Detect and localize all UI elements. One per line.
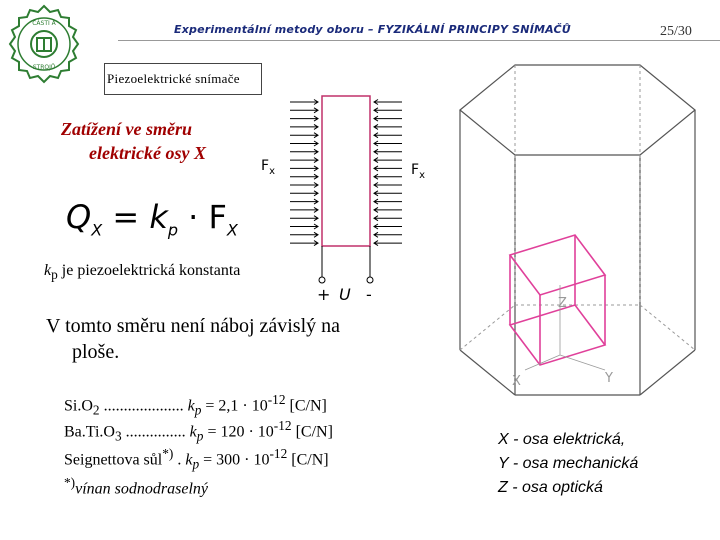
- force-arrow: [374, 199, 402, 204]
- force-arrow: [374, 116, 402, 121]
- material-row: $Ba.Ti.O_3$ ............... $k_p = 120 \cdot 10^{-12}$ [C/N]: [64, 418, 333, 444]
- section-heading: [61, 117, 206, 165]
- force-arrow: [374, 141, 402, 146]
- force-arrow: [374, 207, 402, 212]
- material-row: Seignettova sůl*) . $k_p = 300 \cdot 10^{-12}$ [C/N]: [64, 446, 329, 472]
- force-arrow: [374, 133, 402, 138]
- force-arrow: [290, 199, 318, 204]
- force-arrow: [374, 183, 402, 188]
- force-arrow: [290, 108, 318, 113]
- force-arrow: [290, 133, 318, 138]
- force-arrow: [374, 174, 402, 179]
- heading-line-2: elektrické osy X: [89, 143, 206, 163]
- axis-legend-x: X - osa elektrická,: [498, 431, 626, 448]
- force-arrow: [290, 124, 318, 129]
- force-arrow: [290, 216, 318, 221]
- fx-right-label: F: [411, 162, 420, 178]
- svg-text:Fx: $F_x$: [411, 162, 425, 181]
- force-arrow: [290, 183, 318, 188]
- minus-label: -: [366, 285, 372, 304]
- force-arrow: [290, 207, 318, 212]
- force-arrow: [374, 166, 402, 171]
- force-arrow: [290, 191, 318, 196]
- force-arrow: [374, 241, 402, 246]
- force-arrow: [290, 141, 318, 146]
- force-arrow: [290, 174, 318, 179]
- force-arrow: [374, 108, 402, 113]
- force-arrow: [290, 158, 318, 163]
- svg-text:Fx: $F_x$: [261, 158, 275, 177]
- axis-legend-z: Z - osa optická: [498, 479, 603, 496]
- voltage-label: U: [339, 285, 351, 304]
- crystal-y-label: Y: [605, 371, 613, 386]
- crystal-diagram: [440, 55, 710, 405]
- kp-description: $k_p$ je piezoelektrická konstanta: [44, 262, 241, 283]
- force-arrow: [374, 224, 402, 229]
- crystal-z-label: Z: [558, 296, 567, 311]
- crystal-x-label: X: [512, 374, 521, 389]
- force-arrow: [374, 232, 402, 237]
- force-arrow: [290, 241, 318, 246]
- force-arrow: [374, 149, 402, 154]
- piezo-force-diagram: [255, 90, 445, 310]
- fx-left-label: F: [261, 158, 270, 174]
- svg-text:ČÁSTI A: ČÁSTI A: [32, 20, 56, 27]
- force-arrow: [374, 191, 402, 196]
- footnote: *)vínan sodnodraselný: [64, 475, 208, 498]
- subtitle: Piezoelektrické snímače: [107, 71, 240, 86]
- page-number: 25/30: [660, 24, 692, 39]
- header-title: Experimentální metody oboru – FYZIKÁLNÍ PRINCIPY SNÍMAČŮ: [174, 23, 571, 36]
- force-arrow: [290, 224, 318, 229]
- svg-text:STROJŮ: STROJŮ: [32, 64, 56, 71]
- force-arrow: [374, 216, 402, 221]
- force-arrow: [290, 149, 318, 154]
- university-logo: [4, 2, 84, 86]
- force-arrow: [290, 232, 318, 237]
- axis-legend-y: Y - osa mechanická: [498, 455, 639, 472]
- force-arrow: [290, 100, 318, 105]
- charge-formula: $Q_X = k_p \cdot F_X$: [66, 198, 238, 240]
- material-row: $Si.O_2$ .................... $k_p = 2,1 \cdot 10^{-12}$ [C/N]: [64, 392, 327, 418]
- header-divider: [118, 40, 720, 41]
- plus-label: +: [317, 285, 331, 304]
- force-arrow: [374, 158, 402, 163]
- direction-note: V tomto směru není náboj závislý na ploše.: [46, 315, 341, 363]
- heading-line-1: Zatížení ve směru: [61, 119, 192, 139]
- force-arrow: [290, 166, 318, 171]
- force-arrow: [374, 124, 402, 129]
- force-arrow: [374, 100, 402, 105]
- force-arrow: [290, 116, 318, 121]
